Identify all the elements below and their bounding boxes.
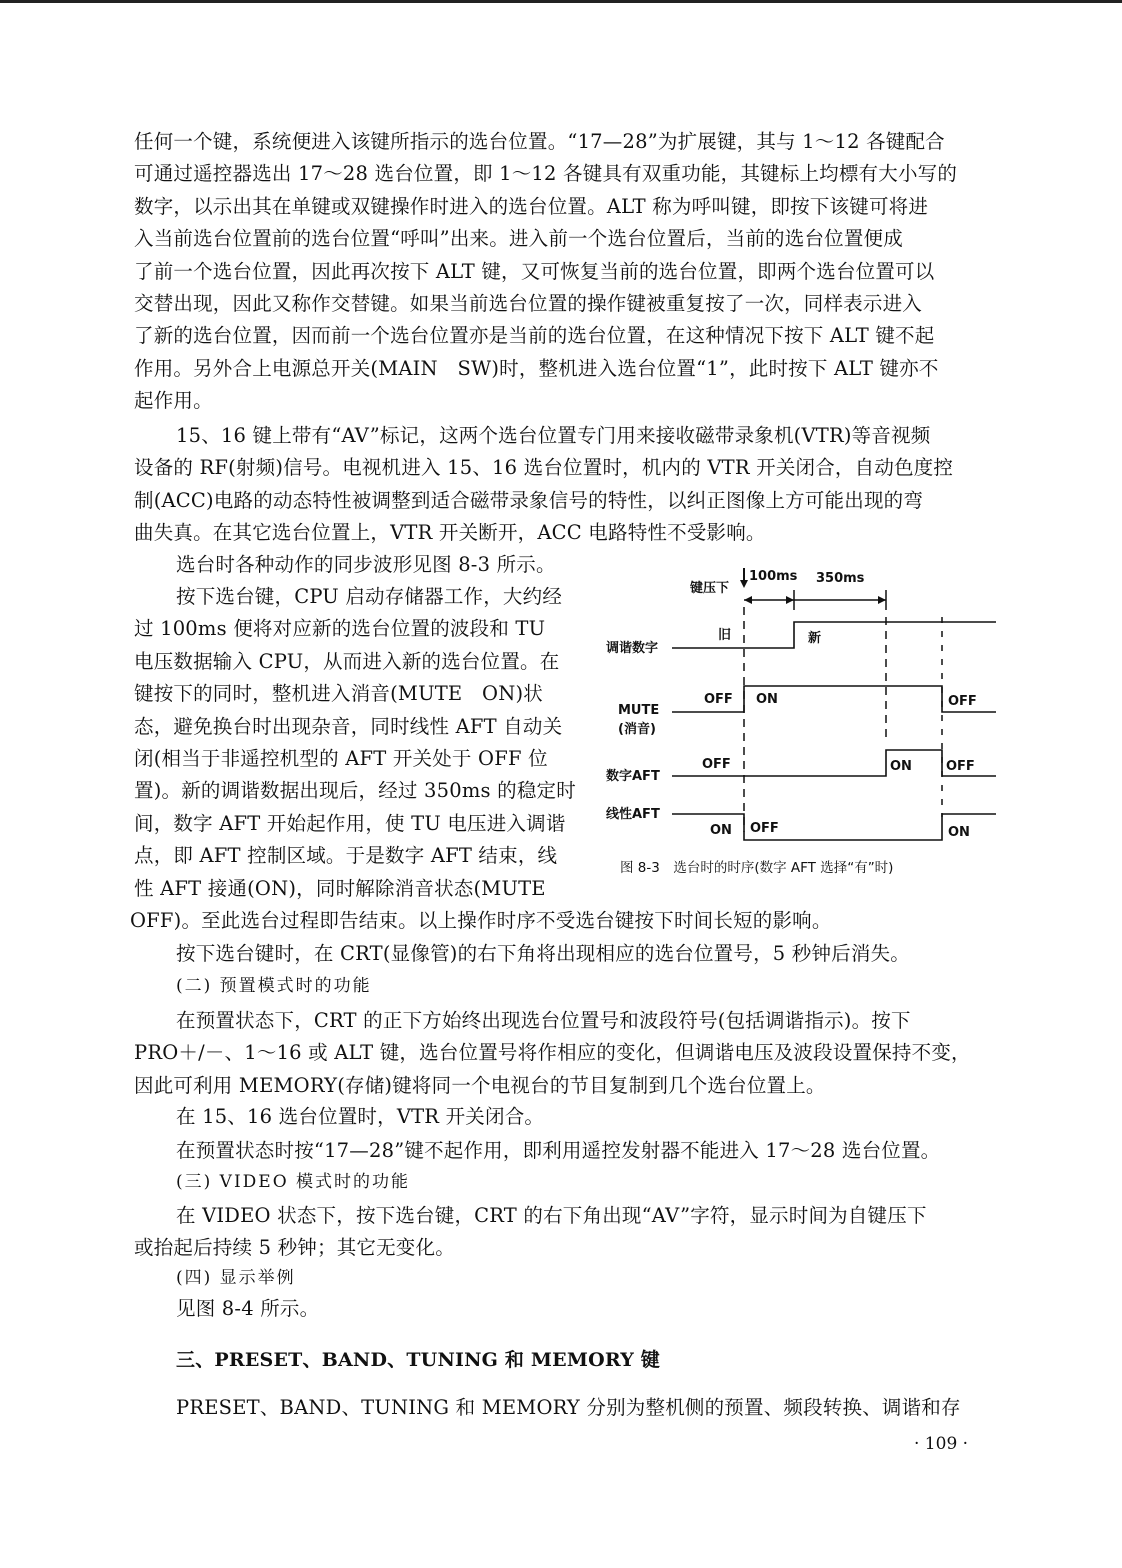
paragraph-9	[134, 1200, 998, 1265]
text-line: 在预置状态下，CRT 的正下方始终出现选台位置号和波段符号(包括调谐指示)。按下	[176, 1009, 911, 1032]
text-line: 数字，以示出其在单键或双键操作时进入的选台位置。ALT 称为呼叫键，即按下该键可将进	[134, 194, 929, 218]
interval-2-label: 350ms	[816, 571, 865, 586]
text-line: 设备的 RF(射频)信号。电视机进入 15、16 选台位置时，机内的 VTR 开关闭合，自动色度控	[134, 456, 954, 480]
text-line: 在预置状态时按“17—28”键不起作用，即利用遥控发射器不能进入 17～28 选台位置。	[176, 1139, 941, 1162]
text-line: 制(ACC)电路的动态特性被调整到适合磁带录象信号的特性，以纠正图像上方可能出现的弯	[134, 488, 924, 512]
text-line: 电压数据输入 CPU，从而进入新的选台位置。在	[134, 649, 560, 673]
text-line: 闭(相当于非遥控机型的 AFT 开关处于 OFF 位	[134, 747, 548, 771]
arrow-head	[878, 596, 886, 604]
paragraph-10	[134, 1293, 998, 1325]
paragraph-5	[134, 938, 998, 970]
text-line: 性 AFT 接通(ON)，同时解除消音状态(MUTE	[134, 876, 546, 900]
linear-aft-label: 线性AFT	[606, 807, 660, 822]
text-line: 在 15、16 选台位置时，VTR 开关闭合。	[176, 1105, 545, 1128]
text-line: 点，即 AFT 控制区域。于是数字 AFT 结束，线	[134, 844, 558, 868]
top-border	[0, 0, 1122, 3]
text-line: 在 VIDEO 状态下，按下选台键，CRT 的右下角出现“AV”字符，显示时间为自键压下	[176, 1204, 927, 1227]
text-line: 了前一个选台位置，因此再次按下 ALT 键，又可恢复当前的选台位置，即两个选台位置可以	[134, 259, 935, 283]
arrow-head	[786, 596, 794, 604]
paragraph-8	[134, 1135, 998, 1167]
text-line: 因此可利用 MEMORY(存储)键将同一个电视台的节目复制到几个选台位置上。	[134, 1073, 826, 1097]
page-number: · 109 ·	[914, 1434, 969, 1454]
mute-off2-label: OFF	[948, 694, 977, 709]
text-line: 态，避免换台时出现杂音，同时线性 AFT 自动关	[134, 714, 563, 738]
text-line: 见图 8-4 所示。	[176, 1297, 320, 1320]
text-line: 曲失真。在其它选台位置上，VTR 开关断开，ACC 电路特性不受影响。	[134, 521, 766, 545]
paragraph-7	[134, 1101, 998, 1133]
paragraph-4	[134, 581, 590, 905]
text-line: 间，数字 AFT 开始起作用，使 TU 电压进入调谐	[134, 811, 566, 835]
section-heading	[134, 1344, 998, 1376]
text-line: 起作用。	[134, 389, 213, 413]
text-line: 键按下的同时，整机进入消音(MUTE ON)状	[134, 682, 544, 706]
old-label: 旧	[718, 628, 732, 643]
mute-on-label: ON	[756, 692, 778, 707]
subheading-video-mode	[134, 1166, 998, 1198]
text-line: 可通过遥控器选出 17～28 选台位置，即 1～12 各键具有双重功能，其键标上均標有大小写的	[134, 162, 958, 186]
linear-aft-on2-label: ON	[948, 825, 970, 840]
arrow-head	[744, 596, 752, 604]
digital-aft-label: 数字AFT	[606, 769, 660, 784]
key-press-arrow	[740, 580, 748, 588]
subheading-text: (三) VIDEO 模式时的功能	[176, 1172, 411, 1192]
text-line: 了新的选台位置，因而前一个选台位置亦是当前的选台位置，在这种情况下按下 ALT 键不起	[134, 324, 935, 348]
paragraph-4-end	[130, 905, 998, 937]
paragraph-1	[134, 126, 998, 418]
mute-label: MUTE	[618, 703, 660, 718]
text-line: PRO＋/－、1～16 或 ALT 键，选台位置号将作相应的变化，但调谐电压及波段设置保持不变，	[134, 1041, 971, 1065]
subheading-text: (二) 预置模式时的功能	[176, 976, 372, 996]
text-line: 过 100ms 便将对应新的选台位置的波段和 TU	[134, 617, 546, 641]
text-line: 入当前选台位置前的选台位置“呼叫”出来。进入前一个选台位置后，当前的选台位置便成	[134, 227, 903, 251]
section-heading-text: 三、PRESET、BAND、TUNING 和 MEMORY 键	[176, 1349, 661, 1371]
linear-aft-off-label: OFF	[750, 821, 779, 836]
new-label: 新	[808, 631, 822, 646]
digital-aft-off-label: OFF	[702, 757, 731, 772]
digital-aft-off2-label: OFF	[946, 759, 975, 774]
paragraph-3	[134, 549, 594, 581]
interval-1-label: 100ms	[749, 569, 798, 584]
paragraph-11	[134, 1392, 998, 1424]
mute-off-label: OFF	[704, 692, 733, 707]
linear-aft-on-label: ON	[710, 823, 732, 838]
paragraph-6	[134, 1005, 998, 1102]
paragraph-2	[134, 420, 998, 550]
text-line: 选台时各种动作的同步波形见图 8-3 所示。	[176, 553, 556, 576]
text-line: 按下选台键时，在 CRT(显像管)的右下角将出现相应的选台位置号，5 秒钟后消失。	[176, 942, 910, 965]
subheading-text: (四) 显示举例	[176, 1268, 296, 1288]
text-line: 置)。新的调谐数据出现后，经过 350ms 的稳定时	[134, 779, 576, 803]
text-line: 或抬起后持续 5 秒钟；其它无变化。	[134, 1236, 455, 1260]
tuning-data-label: 调谐数字	[606, 641, 659, 656]
text-line: 15、16 键上带有“AV”标记，这两个选台位置专门用来接收磁带录象机(VTR)等音视频	[176, 424, 931, 447]
subheading-display-example	[134, 1262, 998, 1294]
text-line: PRESET、BAND、TUNING 和 MEMORY 分别为整机侧的预置、频段转换、调谐和存	[176, 1396, 961, 1419]
key-press-label: 键压下	[690, 581, 730, 596]
subheading-preset-mode	[134, 970, 998, 1002]
text-line: 按下选台键，CPU 启动存储器工作，大约经	[176, 585, 563, 608]
mute-cn-label: (消音)	[618, 722, 656, 737]
figure-caption: 图 8-3 选台时的时序(数字 AFT 选择“有”时)	[620, 860, 894, 876]
digital-aft-on-label: ON	[890, 759, 912, 774]
timing-diagram	[604, 562, 1000, 877]
text-line: 作用。另外合上电源总开关(MAIN SW)时，整机进入选台位置“1”，此时按下 ALT 键亦不	[134, 356, 939, 380]
text-line: 任何一个键，系统便进入该键所指示的选台位置。“17—28”为扩展键，其与 1～12 各键配合	[134, 130, 945, 153]
text-line: OFF)。至此选台过程即告结束。以上操作时序不受选台键按下时间长短的影响。	[130, 909, 832, 932]
text-line: 交替出现，因此又称作交替键。如果当前选台位置的操作键被重复按了一次，同样表示进入	[134, 292, 923, 316]
